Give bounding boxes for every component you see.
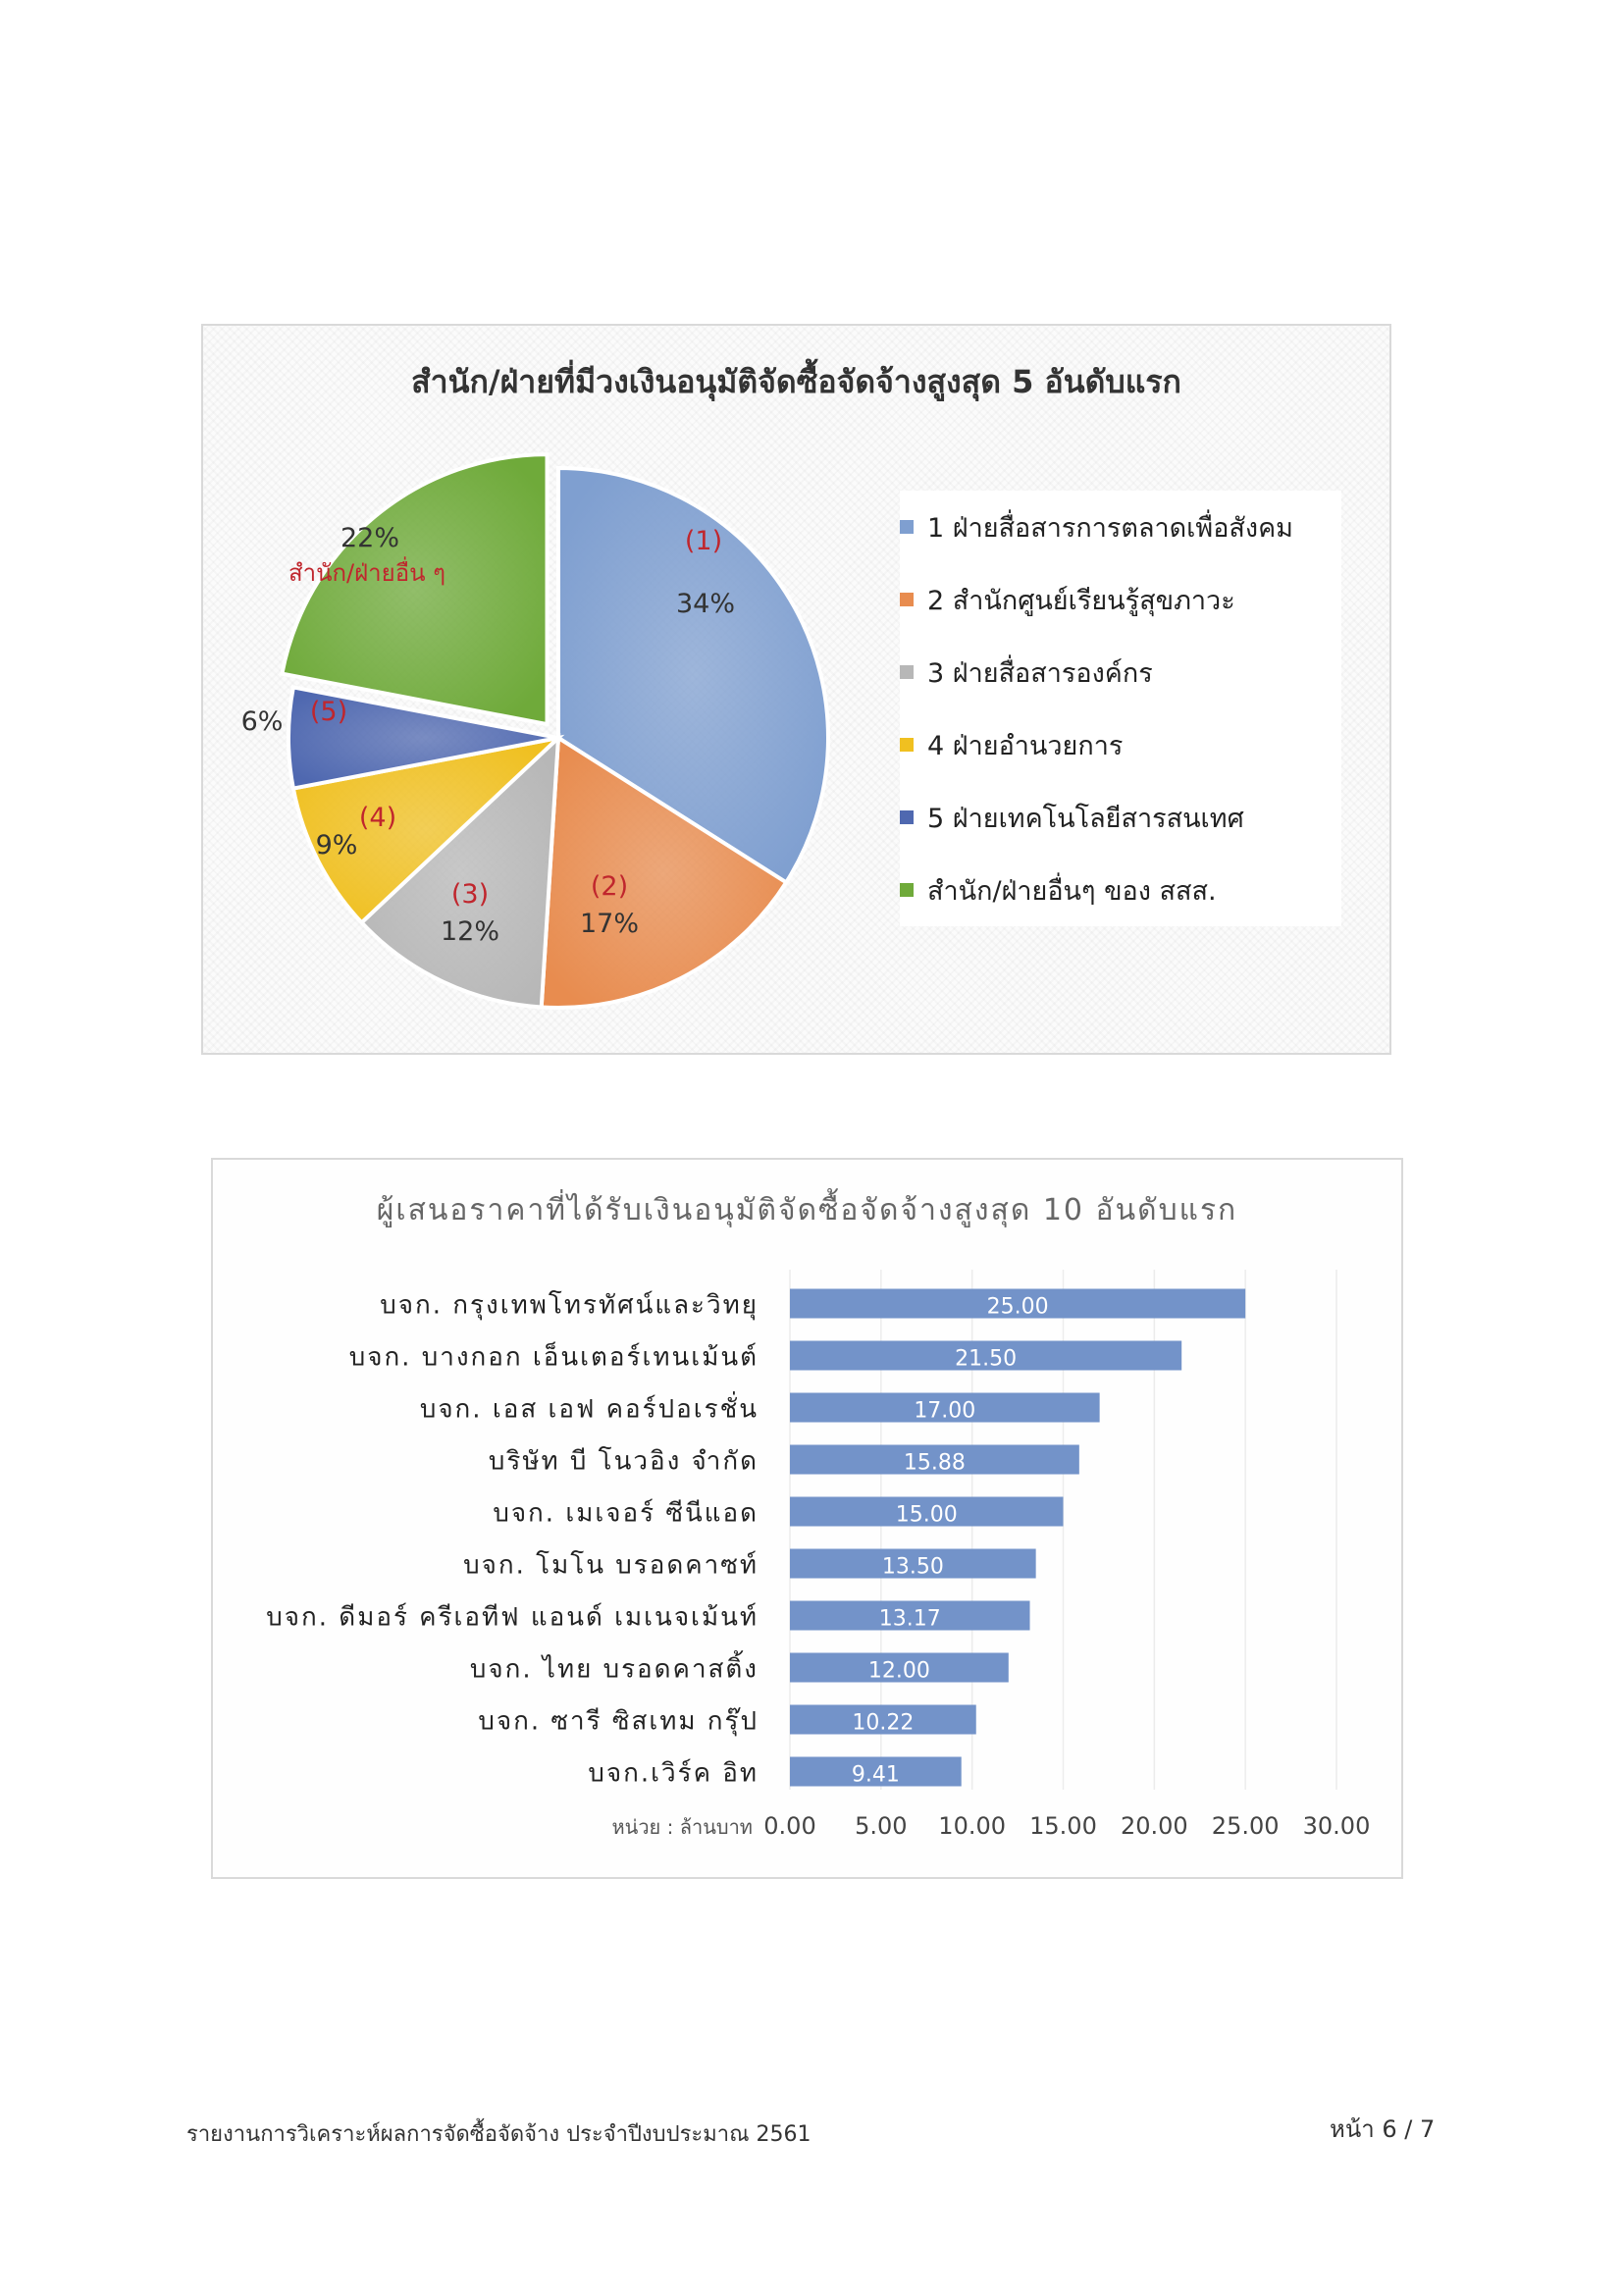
- bar-category-label: บจก. ไทย บรอดคาสติ้ง: [469, 1654, 759, 1685]
- bar-category-label: บจก. โมโน บรอดคาซท์: [463, 1550, 759, 1581]
- bar-value-label: 21.50: [955, 1346, 1018, 1372]
- bar-chart-title: ผู้เสนอราคาที่ได้รับเงินอนุมัติจัดซื้อจัดจ้างสูงสุด 10 อันดับแรก: [376, 1193, 1238, 1227]
- legend-item-3: [900, 636, 1341, 708]
- legend-item-2: [900, 563, 1341, 636]
- footer-page-number: หน้า 6 / 7: [1330, 2115, 1436, 2143]
- legend-swatch-1: [900, 520, 914, 534]
- bar-x-tick-label: 5.00: [855, 1812, 908, 1840]
- bar-chart-plot: [213, 1160, 1405, 1881]
- pie-slice-6: [282, 454, 547, 724]
- bar-category-label: บจก. ดีมอร์ ครีเอทีฟ แอนด์ เมเนจเม้นท์: [266, 1602, 759, 1633]
- bar-value-label: 9.41: [851, 1762, 900, 1788]
- bar-value-label: 25.00: [986, 1294, 1049, 1320]
- legend-label-1: 1 ฝ่ายสื่อสารการตลาดเพื่อสังคม: [927, 512, 1293, 544]
- bar-x-tick-label: 30.00: [1302, 1812, 1371, 1840]
- pie-slice-id-5: (5): [309, 697, 348, 727]
- pie-slice-id-1: (1): [684, 526, 723, 556]
- legend-label-5: 5 ฝ่ายเทคโนโลยีสารสนเทศ: [927, 803, 1244, 834]
- bar-category-label: บจก. ซารี ซิสเทม กรุ๊ป: [478, 1706, 759, 1737]
- pie-legend: [900, 491, 1341, 926]
- pie-chart-plot: [203, 326, 890, 1057]
- pie-slice-id-3: (3): [450, 879, 490, 910]
- pie-slice-pct-1: 34%: [675, 589, 736, 619]
- bar-category-label: บริษัท บี โนวอิง จำกัด: [488, 1446, 759, 1477]
- pie-slice-pct-2: 17%: [579, 909, 640, 939]
- pie-slice-id-6: สำนัก/ฝ่ายอื่น ๆ: [288, 559, 446, 587]
- bar-x-tick-label: 0.00: [763, 1812, 816, 1840]
- pie-slice-pct-4: 9%: [315, 830, 358, 861]
- bar-category-label: บจก. เอส เอฟ คอร์ปอเรชั่น: [419, 1394, 759, 1425]
- bar-value-label: 10.22: [852, 1710, 915, 1736]
- bar-category-label: บจก. กรุงเทพโทรทัศน์และวิทยุ: [380, 1290, 759, 1321]
- legend-item-6: [900, 854, 1341, 926]
- legend-swatch-3: [900, 665, 914, 679]
- legend-item-1: [900, 491, 1341, 563]
- legend-label-6: สำนัก/ฝ่ายอื่นๆ ของ สสส.: [927, 875, 1217, 907]
- bar-value-label: 15.00: [895, 1502, 958, 1528]
- legend-swatch-2: [900, 593, 914, 606]
- pie-slice-id-2: (2): [590, 871, 629, 902]
- legend-label-3: 3 ฝ่ายสื่อสารองค์กร: [927, 657, 1153, 689]
- legend-swatch-6: [900, 883, 914, 897]
- legend-swatch-4: [900, 738, 914, 752]
- footer-report-title: รายงานการวิเคราะห์ผลการจัดซื้อจัดจ้าง ประจำปีงบประมาณ 2561: [186, 2122, 812, 2147]
- bar-chart-panel: [211, 1158, 1403, 1879]
- bar-category-label: บจก.เวิร์ค อิท: [588, 1758, 759, 1789]
- bar-value-label: 13.17: [878, 1606, 941, 1632]
- bar-category-label: บจก. เมเจอร์ ซีนีแอด: [493, 1498, 759, 1529]
- bar-value-label: 13.50: [881, 1554, 944, 1580]
- pie-slice-pct-6: 22%: [340, 523, 400, 553]
- bar-x-tick-label: 20.00: [1120, 1812, 1188, 1840]
- legend-label-2: 2 สำนักศูนย์เรียนรู้สุขภาวะ: [927, 585, 1235, 616]
- pie-chart-title: สำนัก/ฝ่ายที่มีวงเงินอนุมัติจัดซื้อจัดจ้างสูงสุด 5 อันดับแรก: [411, 363, 1181, 400]
- bar-value-label: 17.00: [914, 1398, 976, 1424]
- bar-value-label: 12.00: [867, 1658, 930, 1684]
- legend-label-4: 4 ฝ่ายอำนวยการ: [927, 730, 1124, 761]
- pie-slice-pct-5: 6%: [240, 706, 284, 737]
- bar-category-label: บจก. บางกอก เอ็นเตอร์เทนเม้นต์: [348, 1342, 759, 1373]
- bar-x-tick-label: 15.00: [1029, 1812, 1097, 1840]
- pie-slice-pct-3: 12%: [440, 916, 500, 947]
- bar-x-tick-label: 25.00: [1211, 1812, 1280, 1840]
- bar-value-label: 15.88: [903, 1450, 966, 1476]
- legend-item-4: [900, 708, 1341, 781]
- pie-chart-panel: [201, 324, 1391, 1055]
- bar-x-tick-label: 10.00: [938, 1812, 1007, 1840]
- legend-swatch-5: [900, 810, 914, 824]
- bar-unit-label: หน่วย : ล้านบาท: [611, 1815, 753, 1839]
- pie-slice-id-4: (4): [358, 803, 397, 833]
- legend-item-5: [900, 781, 1341, 854]
